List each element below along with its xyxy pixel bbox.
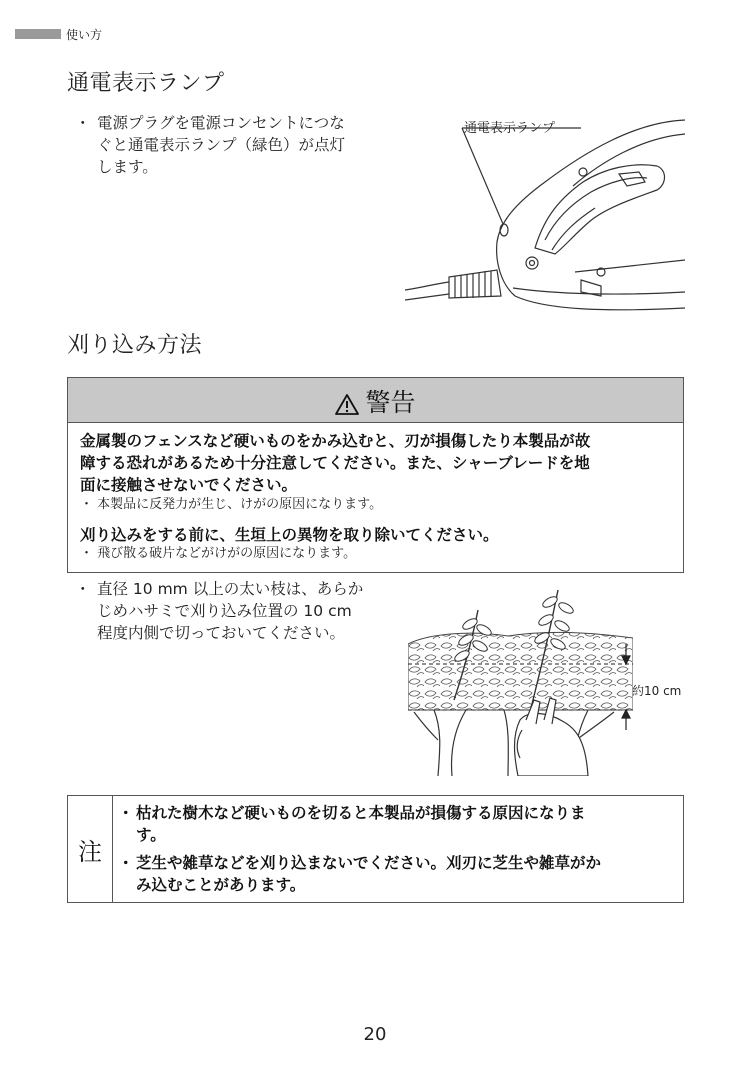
warning-box xyxy=(67,377,684,573)
section-label: 使い方 xyxy=(66,28,103,42)
power-lamp-callout: 通電表示ランプ xyxy=(464,121,556,136)
warning-para2-sub: ・ 飛び散る破片などがけがの原因になります。 xyxy=(80,546,357,561)
note-mark: 注 xyxy=(78,838,102,866)
note-item-1-line-1: 枯れた樹木など硬いものを切ると本製品が損傷する原因になりま xyxy=(136,804,586,822)
section-title-trimming-method: 刈り込み方法 xyxy=(67,333,203,358)
warning-para1-line-2: 障する恐れがあるため十分注意してください。また、シャーブレードを地 xyxy=(80,454,590,472)
note-item-1 xyxy=(118,802,677,846)
note-item-2-mark: ・ xyxy=(118,854,134,872)
warning-title: 警告 xyxy=(365,388,416,417)
power-lamp-line-3: します。 xyxy=(97,158,158,176)
warning-triangle-icon xyxy=(335,393,359,415)
note-item-2-line-1: 芝生や雑草などを刈り込まないでください。刈刃に芝生や雑草がか xyxy=(136,854,602,872)
page-number: 20 xyxy=(363,1024,387,1045)
thick-branch-line-3: 程度内側で切っておいてください。 xyxy=(97,624,346,642)
thick-branch-line-2: じめハサミで刈り込み位置の 10 cm xyxy=(97,602,352,620)
hedge-trimmer-illustration xyxy=(405,112,685,322)
warning-para1-line-1: 金属製のフェンスなど硬いものをかみ込むと、刃が損傷したり本製品が故 xyxy=(80,432,591,450)
warning-para1-line-3: 面に接触させないでください。 xyxy=(80,476,298,494)
warning-title-row xyxy=(68,383,683,419)
measure-label: 約10 cm xyxy=(632,684,682,698)
section-title-power-lamp: 通電表示ランプ xyxy=(67,71,225,96)
note-item-1-line-2: す。 xyxy=(136,826,166,844)
note-box xyxy=(67,795,684,903)
section-marker-bar xyxy=(15,29,61,39)
power-lamp-line-2: ぐと通電表示ランプ（緑色）が点灯 xyxy=(97,136,346,154)
power-lamp-bullet xyxy=(75,112,415,182)
note-mark-cell xyxy=(68,796,113,902)
warning-header xyxy=(68,378,683,423)
thick-branch-bullet xyxy=(75,578,405,648)
warning-para1-sub: ・ 本製品に反発力が生じ、けがの原因になります。 xyxy=(80,497,383,512)
note-item-2-line-2: み込むことがあります。 xyxy=(136,876,306,894)
note-item-2 xyxy=(118,852,677,896)
bullet-mark-2: ・ xyxy=(75,580,91,598)
bullet-mark: ・ xyxy=(75,114,91,132)
thick-branch-line-1: 直径 10 mm 以上の太い枝は、あらか xyxy=(97,580,364,598)
note-item-1-mark: ・ xyxy=(118,804,134,822)
hedge-pruning-illustration xyxy=(408,580,633,776)
warning-para2: 刈り込みをする前に、生垣上の異物を取り除いてください。 xyxy=(80,526,499,544)
power-lamp-line-1: 電源プラグを電源コンセントにつな xyxy=(97,114,345,132)
